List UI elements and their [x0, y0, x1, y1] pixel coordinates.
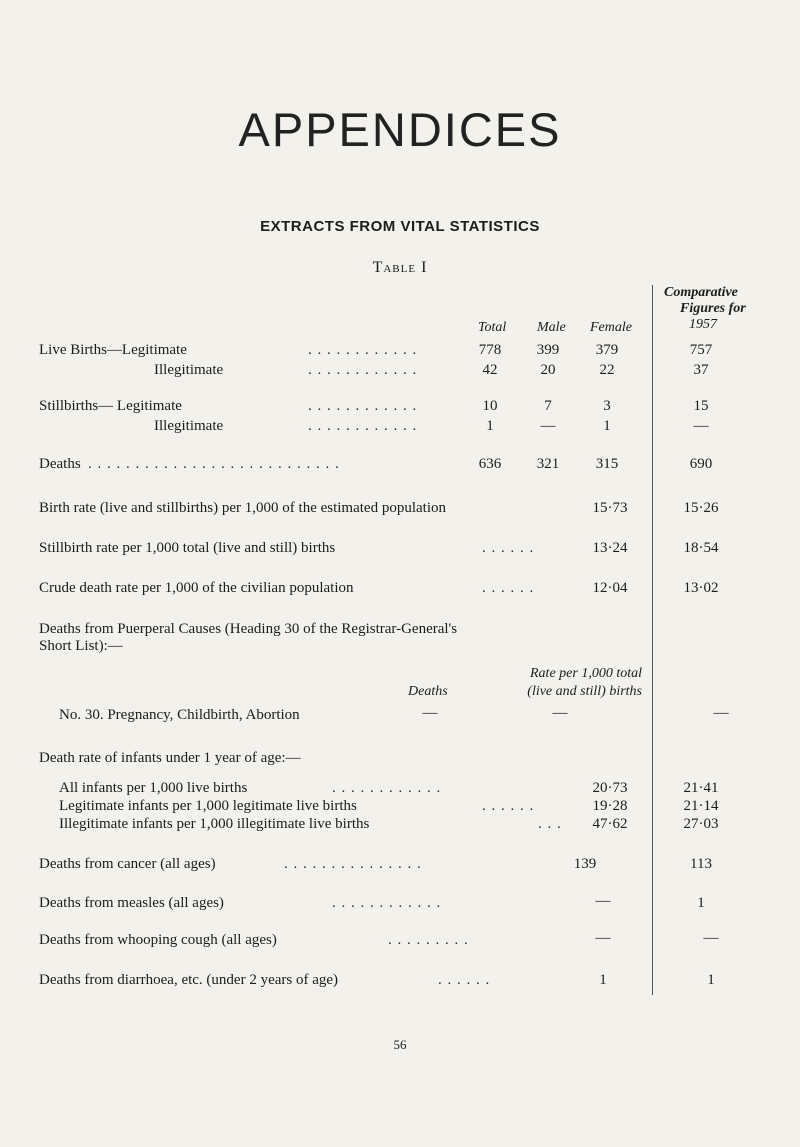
cell-comparative: 757	[689, 342, 713, 358]
leader-dots: . . . . . .	[438, 972, 491, 988]
cell-value: —	[595, 930, 611, 946]
row-label: Birth rate (live and stillbirths) per 1,000 of the estimated population	[39, 500, 446, 516]
cell-comparative: —	[713, 705, 729, 721]
cell-value: 20·73	[592, 780, 628, 796]
header-year: 1957	[689, 317, 717, 332]
table-title: Table I	[372, 259, 428, 276]
leader-dots: . . . . . .	[482, 580, 535, 596]
cell-female: 379	[595, 342, 619, 358]
cell-total: 42	[482, 362, 498, 378]
row-label: Deaths from diarrhoea, etc. (under 2 years of age)	[39, 972, 339, 988]
cell-comparative: 15·26	[683, 500, 719, 516]
subheader-deaths: Deaths	[408, 684, 448, 699]
row-label: Illegitimate	[154, 362, 224, 378]
row-label: Illegitimate	[154, 418, 224, 434]
header-figures-for: Figures for	[680, 301, 746, 316]
row-label: Deaths from cancer (all ages)	[39, 856, 216, 872]
cell-comparative: 18·54	[683, 540, 719, 556]
leader-dots: . . .	[538, 816, 562, 832]
section-title: EXTRACTS FROM VITAL STATISTICS	[260, 218, 540, 235]
page-heading: APPENDICES	[238, 103, 562, 156]
header-comparative: Comparative	[664, 285, 738, 300]
page-number: 56	[393, 1037, 407, 1052]
cell-comparative: 1	[707, 972, 715, 988]
row-label: Illegitimate infants per 1,000 illegitimate live births	[59, 816, 370, 832]
subheader-rate: Rate per 1,000 total	[530, 666, 642, 681]
cell-male: 7	[544, 398, 552, 414]
cell-comparative: 1	[697, 895, 705, 911]
cell-male: 20	[540, 362, 556, 378]
cell-total: 10	[482, 398, 498, 414]
cell-male: 321	[536, 456, 560, 472]
leader-dots: . . . . . . . . . . . . . . .	[284, 856, 422, 872]
cell-value: 139	[573, 856, 597, 872]
leader-dots: . . . . . . . . . . . .	[308, 418, 418, 434]
cell-rate: —	[552, 705, 568, 721]
row-label: Deaths from whooping cough (all ages)	[39, 932, 277, 948]
cell-deaths: —	[422, 705, 438, 721]
cell-total: 778	[478, 342, 502, 358]
cell-value: 13·24	[592, 540, 628, 556]
leader-dots: . . . . . . . . . . . .	[308, 342, 418, 358]
row-label: Death rate of infants under 1 year of age:—	[39, 750, 301, 766]
cell-female: 3	[603, 398, 611, 414]
cell-comparative: 15	[693, 398, 709, 414]
row-label-continued: Short List):—	[39, 638, 123, 654]
cell-comparative: —	[703, 930, 719, 946]
row-label: Stillbirth rate per 1,000 total (live and still) births	[39, 540, 336, 556]
leader-dots: . . . . . .	[482, 540, 535, 556]
row-label: Live Births—Legitimate	[39, 342, 187, 358]
header-female: Female	[590, 320, 632, 335]
cell-male: —	[540, 418, 556, 434]
cell-value: 12·04	[592, 580, 628, 596]
leader-dots: . . . . . . . . . . . .	[332, 780, 442, 796]
cell-comparative: 690	[689, 456, 713, 472]
cell-value: 19·28	[592, 798, 628, 814]
row-label: Crude death rate per 1,000 of the civilian population	[39, 580, 354, 596]
cell-comparative: 37	[693, 362, 709, 378]
cell-comparative: —	[693, 418, 709, 434]
row-label: Stillbirths— Legitimate	[39, 398, 182, 414]
cell-female: 1	[603, 418, 611, 434]
leader-dots: . . . . . . . . . . . .	[332, 895, 442, 911]
subheader-rate-continued: (live and still) births	[527, 684, 642, 699]
cell-male: 399	[536, 342, 560, 358]
row-label: No. 30. Pregnancy, Childbirth, Abortion	[59, 707, 300, 723]
header-total: Total	[478, 320, 507, 335]
leader-dots: . . . . . . . . . . . . . . . . . . . . . . . . . . .	[88, 456, 340, 472]
leader-dots: . . . . . . . . .	[388, 932, 469, 948]
cell-comparative: 113	[690, 856, 712, 872]
row-label: All infants per 1,000 live births	[59, 780, 248, 796]
column-divider	[652, 285, 653, 995]
cell-value: —	[595, 893, 611, 909]
leader-dots: . . . . . .	[482, 798, 535, 814]
cell-value: 15·73	[592, 500, 628, 516]
cell-value: 1	[599, 972, 607, 988]
cell-value: 47·62	[592, 816, 628, 832]
cell-female: 315	[595, 456, 619, 472]
cell-comparative: 21·14	[683, 798, 719, 814]
header-male: Male	[537, 320, 566, 335]
leader-dots: . . . . . . . . . . . .	[308, 398, 418, 414]
leader-dots: . . . . . . . . . . . .	[308, 362, 418, 378]
row-label: Deaths	[39, 456, 81, 472]
cell-comparative: 27·03	[683, 816, 719, 832]
row-label: Deaths from measles (all ages)	[39, 895, 224, 911]
cell-comparative: 13·02	[683, 580, 719, 596]
row-label: Deaths from Puerperal Causes (Heading 30 of the Registrar-General's	[39, 621, 458, 637]
cell-total: 636	[478, 456, 502, 472]
row-label: Legitimate infants per 1,000 legitimate live births	[59, 798, 357, 814]
cell-comparative: 21·41	[683, 780, 719, 796]
cell-total: 1	[486, 418, 494, 434]
cell-female: 22	[599, 362, 615, 378]
